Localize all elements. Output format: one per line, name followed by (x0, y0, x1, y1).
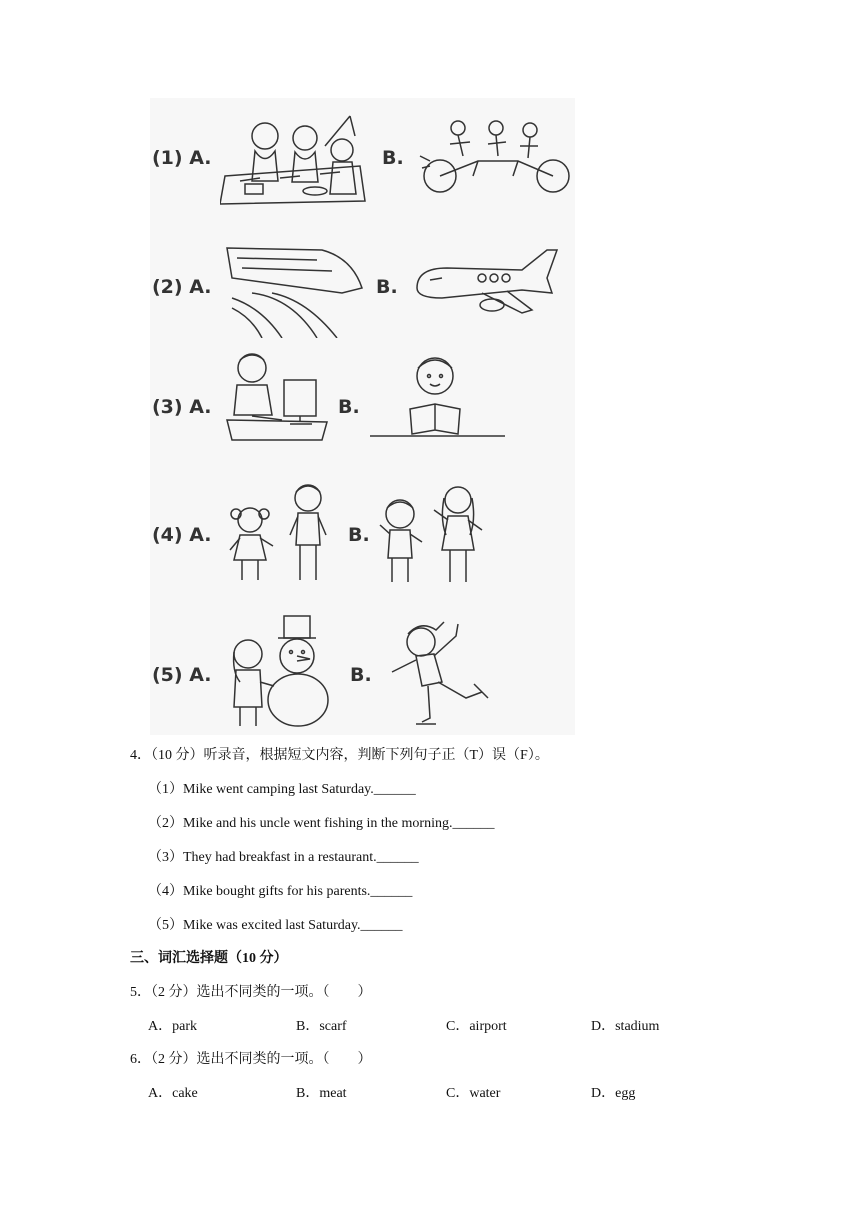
row-label: (4) A. (152, 524, 212, 546)
picture-row-5 (150, 602, 575, 735)
option-b-label: B. (348, 524, 370, 546)
tandem-bicycle-icon (418, 116, 578, 196)
row-label: (1) A. (152, 147, 212, 169)
q6-header: 6．（2 分）选出不同类的一项。（ ） (130, 1052, 372, 1067)
airplane-icon (412, 248, 562, 318)
q6-option-c: C．water (446, 1086, 501, 1101)
picture-row-4 (150, 474, 575, 594)
q4-item-5: （5）Mike was excited last Saturday.______ (148, 918, 403, 933)
picture-row-3 (150, 346, 575, 466)
row-label: (3) A. (152, 396, 212, 418)
q5-option-d: D．stadium (591, 1019, 660, 1034)
q5-header: 5．（2 分）选出不同类的一项。（ ） (130, 985, 372, 1000)
option-b-label: B. (350, 664, 372, 686)
option-b-label: B. (338, 396, 360, 418)
q6-option-b: B．meat (296, 1086, 347, 1101)
option-b-label: B. (376, 276, 398, 298)
q4-item-1: （1）Mike went camping last Saturday.______ (148, 782, 416, 797)
row-label: (2) A. (152, 276, 212, 298)
q4-header: 4．（10 分）听录音，根据短文内容，判断下列句子正（T）误（F）。 (130, 748, 549, 763)
q5-option-a: A．park (148, 1019, 197, 1034)
snowman-girl-icon (226, 612, 356, 730)
boy-girl-waving-icon (378, 480, 493, 590)
section-3-title: 三、词汇选择题（10 分） (130, 951, 288, 966)
picture-row-1 (150, 98, 575, 210)
listening-picture-figure (150, 98, 575, 735)
reading-boy-icon (370, 354, 510, 439)
picture-row-2 (150, 218, 575, 338)
ice-skating-girl-icon (386, 614, 501, 729)
girl-boy-summer-icon (228, 480, 338, 590)
q5-option-b: B．scarf (296, 1019, 347, 1034)
q6-option-a: A．cake (148, 1086, 198, 1101)
q4-item-2: （2）Mike and his uncle went fishing in the morning.______ (148, 816, 495, 831)
option-b-label: B. (382, 147, 404, 169)
q4-item-4: （4）Mike bought gifts for his parents.______ (148, 884, 413, 899)
train-icon (222, 238, 367, 338)
q5-option-c: C．airport (446, 1019, 507, 1034)
q6-option-d: D．egg (591, 1086, 636, 1101)
row-label: (5) A. (152, 664, 212, 686)
picnic-icon (220, 106, 370, 206)
computer-boy-icon (222, 350, 332, 445)
q4-item-3: （3）They had breakfast in a restaurant.______ (148, 850, 419, 865)
